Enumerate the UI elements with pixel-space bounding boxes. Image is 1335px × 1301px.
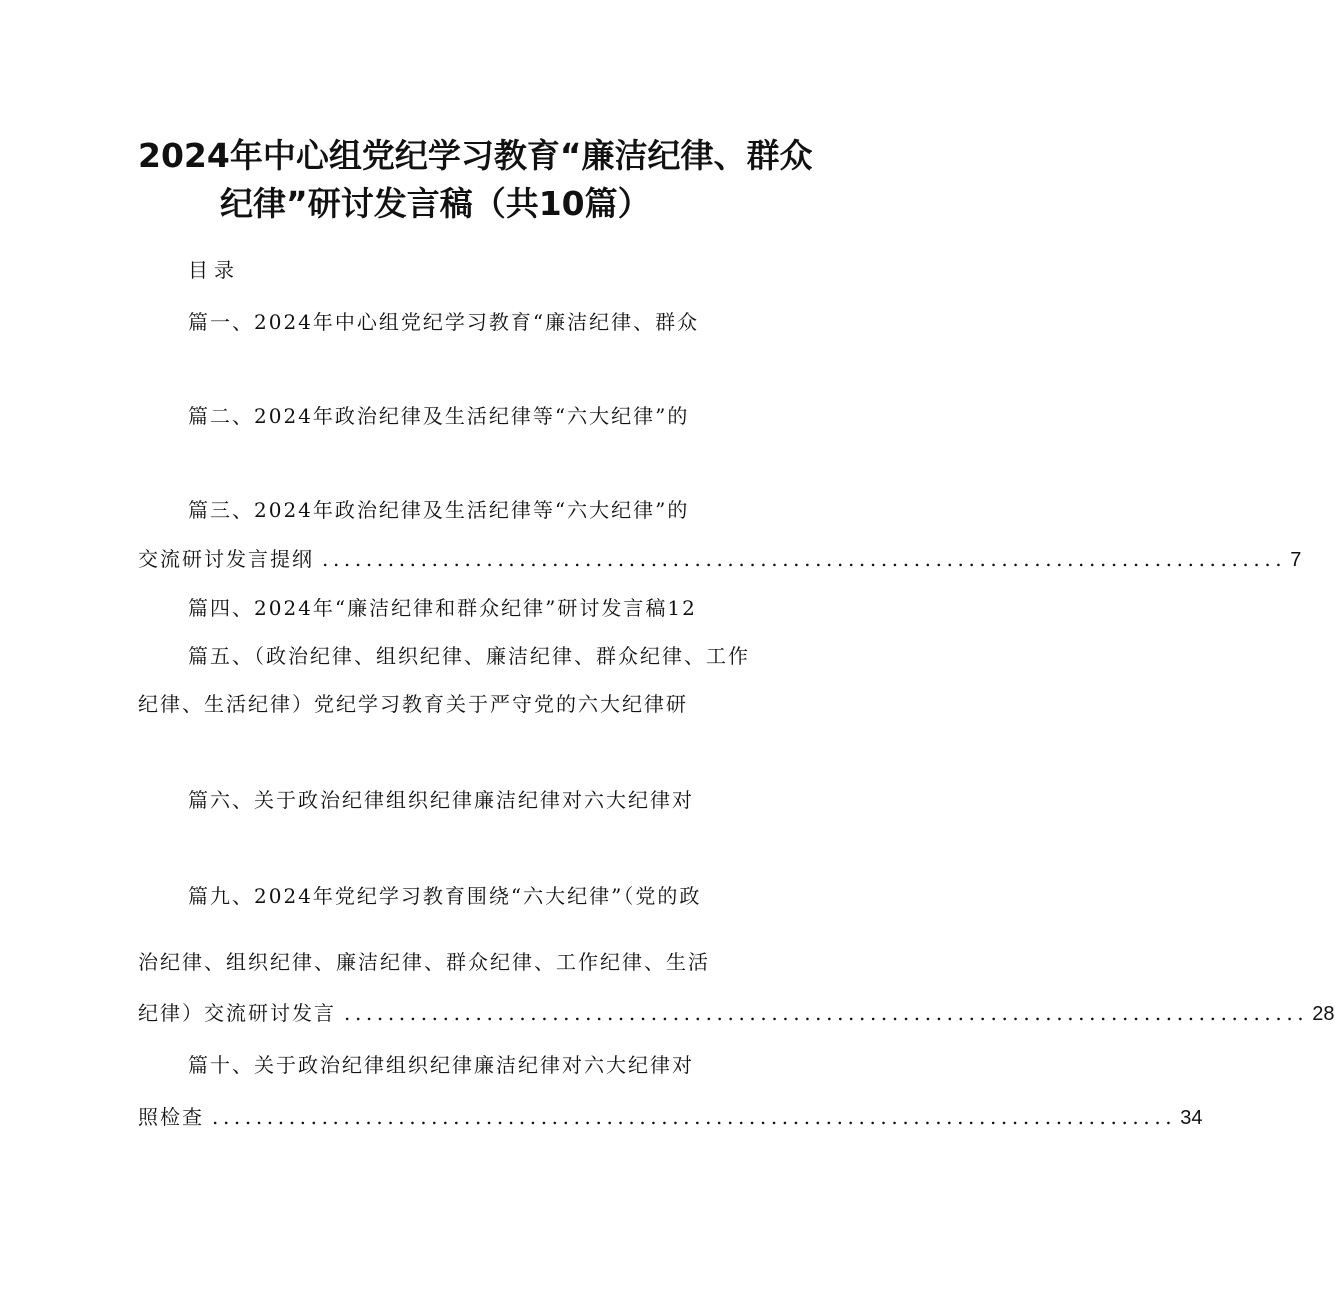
toc-leader-dots: ........................................................................................ <box>212 1105 1177 1129</box>
toc-entry-3-line-2[interactable] <box>138 545 1302 574</box>
toc-entry-9-line-3[interactable] <box>138 999 1335 1028</box>
toc-entry-10-text: 照检查 <box>138 1105 204 1129</box>
toc-entry-3-line-1[interactable]: 篇三、2024年政治纪律及生活纪律等“六大纪律”的 <box>188 498 690 522</box>
document-title-line-1: 2024年中心组党纪学习教育“廉洁纪律、群众 <box>138 136 813 175</box>
toc-entry-4[interactable]: 篇四、2024年“廉洁纪律和群众纪律”研讨发言稿12 <box>188 596 697 620</box>
toc-entry-9-page: 28 <box>1312 1003 1335 1025</box>
toc-entry-5-line-2[interactable]: 纪律、生活纪律）党纪学习教育关于严守党的六大纪律研 <box>138 692 688 716</box>
toc-entry-2[interactable]: 篇二、2024年政治纪律及生活纪律等“六大纪律”的 <box>188 404 690 428</box>
toc-entry-5-line-1[interactable]: 篇五、（政治纪律、组织纪律、廉洁纪律、群众纪律、工作 <box>188 644 750 668</box>
toc-entry-10-line-2[interactable] <box>138 1103 1203 1132</box>
toc-leader-dots: ........................................................................................ <box>322 547 1287 571</box>
toc-entry-10-line-1[interactable]: 篇十、关于政治纪律组织纪律廉洁纪律对六大纪律对 <box>188 1053 694 1077</box>
toc-heading: 目录 <box>188 258 240 282</box>
document-title-line-2: 纪律”研讨发言稿（共10篇） <box>220 184 651 223</box>
toc-entry-9-text: 纪律）交流研讨发言 <box>138 1001 336 1025</box>
toc-entry-6[interactable]: 篇六、关于政治纪律组织纪律廉洁纪律对六大纪律对 <box>188 788 694 812</box>
toc-entry-9-line-1[interactable]: 篇九、2024年党纪学习教育围绕“六大纪律”（党的政 <box>188 884 702 908</box>
toc-leader-dots: ........................................................................................ <box>344 1001 1309 1025</box>
toc-entry-1[interactable]: 篇一、2024年中心组党纪学习教育“廉洁纪律、群众 <box>188 310 700 334</box>
toc-entry-10-page: 34 <box>1180 1107 1203 1129</box>
toc-entry-3-text: 交流研讨发言提纲 <box>138 547 314 571</box>
toc-entry-9-line-2[interactable]: 治纪律、组织纪律、廉洁纪律、群众纪律、工作纪律、生活 <box>138 950 710 974</box>
toc-entry-3-page: 7 <box>1290 549 1302 571</box>
